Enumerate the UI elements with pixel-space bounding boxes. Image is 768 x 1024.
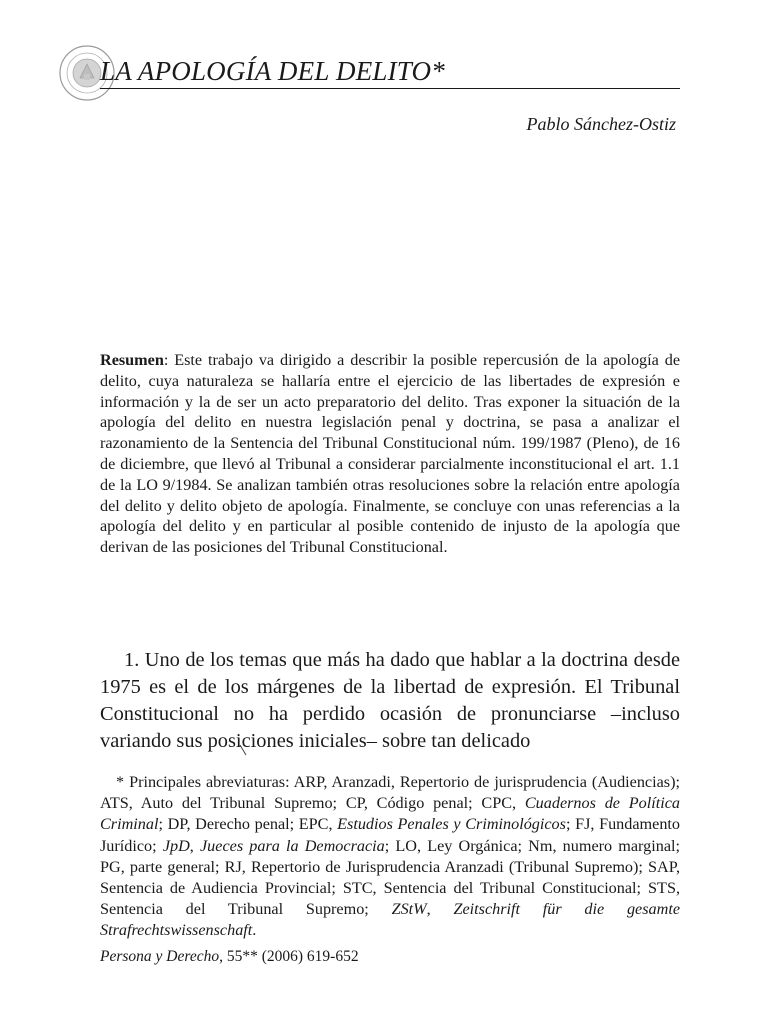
footnote-segment: ; DP, Derecho penal; EPC, — [158, 815, 338, 834]
footnote-text — [100, 773, 680, 939]
abstract — [100, 350, 680, 558]
footnote-segment: Jueces para la Democracia — [199, 836, 385, 855]
author-name: Pablo Sánchez-Ostiz — [526, 114, 676, 134]
footnote-segment: ; LO, Ley Orgánica; Nm, numero marginal; PG, parte general; RJ, Repertorio de Jurisprudencia Aranzadi (Tribunal Supremo); SAP, Sentencia de Audiencia Provincial; STC, Sentencia del Tribunal Constitucional; STS, Sentencia del Tribunal Supremo; — [100, 836, 681, 919]
body-paragraph — [100, 647, 680, 755]
journal-details: , 55** (2006) 619-652 — [219, 948, 359, 965]
footnote-segment: Zeitschrift für die gesamte Strafrechtswissenschaft — [100, 900, 681, 940]
stray-mark-icon — [238, 744, 248, 756]
journal-citation — [100, 948, 359, 966]
abstract-label: Resumen — [100, 351, 164, 369]
abstract-text: : Este trabajo va dirigido a describir la posible repercusión de la apología de delito, cuya naturaleza se hallaría entre el ejercicio de las libertades de expresión e información y la de ser un acto preparatorio del delito. Tras exponer la situación de la apología del delito en nuestra legislación penal y doctrina, se pasa a analizar el razonamiento de la Sentencia del Tribunal Constitucional núm. 199/1987 (Pleno), de 16 de diciembre, que llevó al Tribunal a considerar parcialmente inconstitucional el art. 1.1 de la LO 9/1984. Se analizan también otras resoluciones sobre la relación entre apología del delito y delito objeto de apología. Finalmente, se concluye con unas referencias a la apología del delito y en particular al posible contenido de injusto de la apología que derivan de las posiciones del Tribunal Constitucional. — [100, 351, 680, 557]
paper-title: LA APOLOGÍA DEL DELITO* — [100, 56, 680, 89]
footnote-segment: Cuadernos de Política Criminal — [100, 794, 680, 834]
footnote-segment: ; FJ, Fundamento Jurídico; — [100, 815, 680, 855]
body-paragraph-text: 1. Uno de los temas que más ha dado que hablar a la doctrina desde 1975 es el de los márgenes de la libertad de expresión. El Tribunal Constitucional no ha perdido ocasión de pronunciarse –incluso variando sus posiciones iniciales– sobre tan delicado — [100, 649, 680, 752]
footnote-segment: . — [252, 921, 257, 940]
footnote-segment: * Principales abreviaturas: ARP, Aranzadi, Repertorio de jurisprudencia (Audiencias); ATS, Auto del Tribunal Supremo; CP, Código penal; CPC, — [100, 773, 680, 813]
footnote-segment: , — [426, 900, 454, 919]
footnote-segment: Estudios Penales y Criminológicos — [337, 815, 566, 834]
footnote-segment: ZStW — [391, 900, 427, 919]
journal-name: Persona y Derecho — [100, 948, 220, 965]
footnote-segment: , — [189, 836, 200, 855]
footnote-segment: JpD — [162, 836, 190, 855]
footnote — [100, 772, 680, 942]
